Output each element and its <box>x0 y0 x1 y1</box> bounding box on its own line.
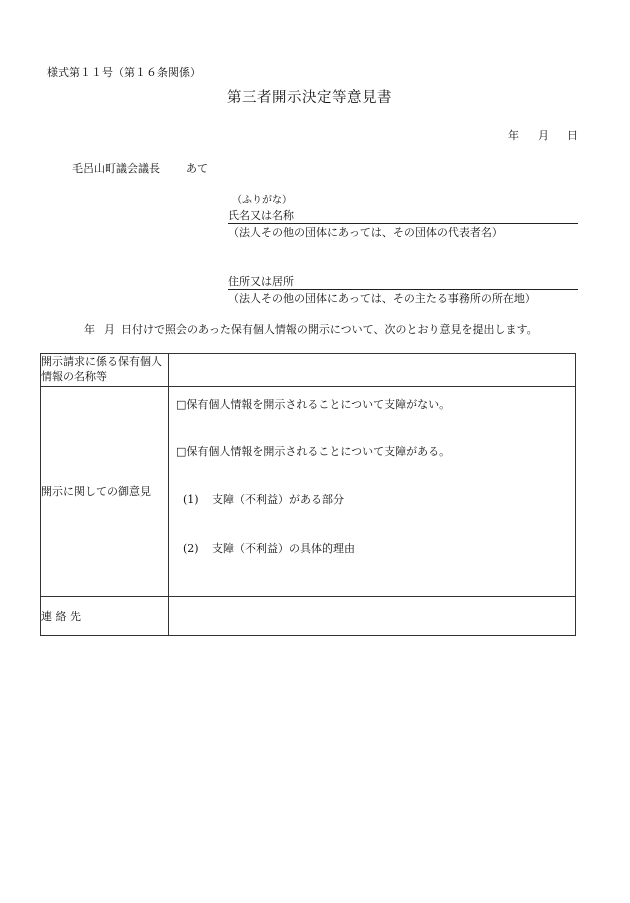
table-row-opinion <box>41 387 576 597</box>
opinion-field <box>169 387 576 597</box>
name-label: 氏名又は名称 <box>228 209 294 222</box>
page-title: 第三者開示決定等意見書 <box>227 90 392 106</box>
addressee-name: 毛呂山町議会議長 <box>72 162 160 175</box>
intro-text: 日付けで照会のあった保有個人情報の開示について、次のとおり意見を提出します。 <box>121 323 538 336</box>
address-note: （法人その他の団体にあっては、その主たる事務所の所在地） <box>228 292 536 305</box>
address-underline <box>228 289 578 290</box>
date-day: 日 <box>567 129 578 142</box>
form-number: 様式第１１号（第１６条関係） <box>47 66 201 79</box>
item1-number: (1) <box>183 493 199 506</box>
name-underline <box>228 223 578 224</box>
info-name-field[interactable] <box>169 354 576 387</box>
item2-text: 支障（不利益）の具体的理由 <box>212 542 355 555</box>
opinion-option-no-issue[interactable]: □保有個人情報を開示されることについて支障がない。 <box>176 398 451 411</box>
item1-text: 支障（不利益）がある部分 <box>212 493 344 506</box>
date-month: 月 <box>538 129 549 142</box>
furigana-label: （ふりがな） <box>232 195 292 206</box>
address-label: 住所又は居所 <box>228 275 294 288</box>
contact-field[interactable] <box>169 597 576 636</box>
item2-number: (2) <box>183 542 199 555</box>
table-row-contact <box>41 597 576 636</box>
contact-label: 連 絡 先 <box>41 597 169 636</box>
opinion-label: 開示に関しての御意見 <box>41 387 169 597</box>
intro-month: 月 <box>104 323 115 336</box>
name-note: （法人その他の団体にあっては、その団体の代表者名） <box>228 226 503 239</box>
date-year: 年 <box>508 129 519 142</box>
info-name-label: 開示請求に係る保有個人情報の名称等 <box>41 354 169 387</box>
table-row-info-name <box>41 354 576 387</box>
opinion-table <box>40 353 576 636</box>
intro-year: 年 <box>84 323 95 336</box>
addressee-suffix: あて <box>186 162 208 175</box>
opinion-option-issue[interactable]: □保有個人情報を開示されることについて支障がある。 <box>176 445 451 458</box>
